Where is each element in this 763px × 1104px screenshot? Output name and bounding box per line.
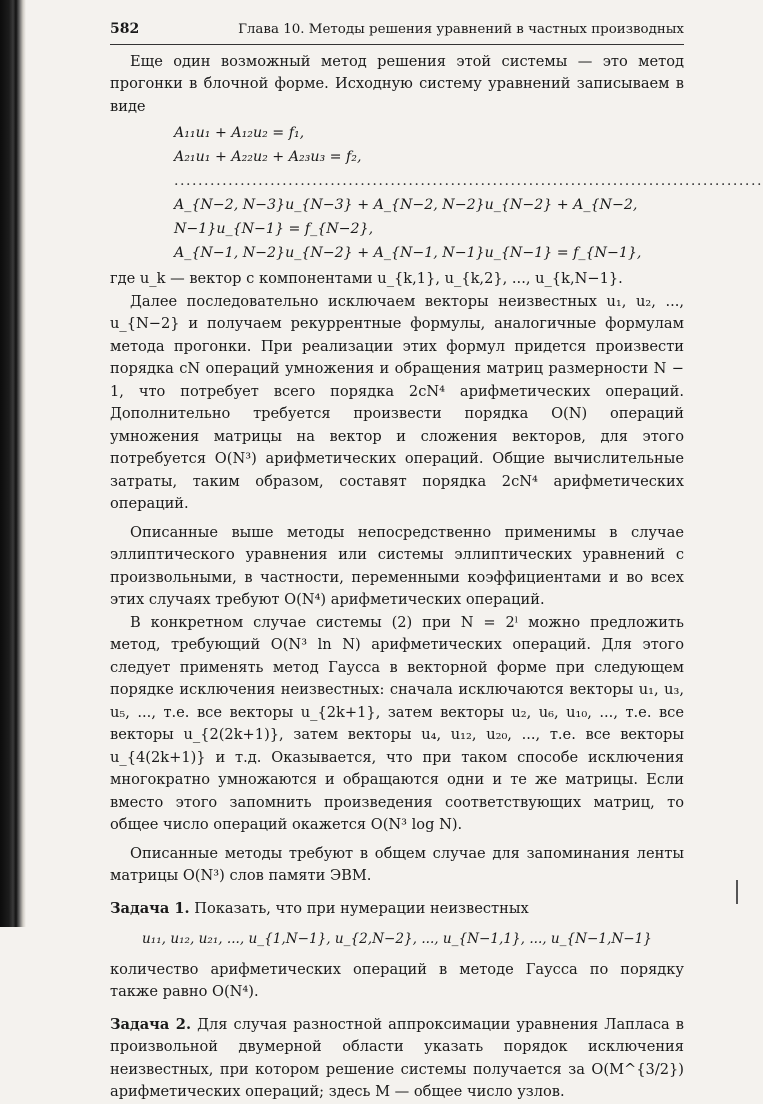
- book-page: [110, 18, 763, 1104]
- task-1-text: Показать, что при нумерации неизвестных: [194, 899, 529, 917]
- task-1: [110, 898, 684, 921]
- where-line: где u_k — вектор с компонентами u_{k,1}, u_{k,2}, ..., u_{k,N−1}.: [110, 270, 623, 287]
- task-1-sequence: u₁₁, u₁₂, u₂₁, ..., u_{1,N−1}, u_{2,N−2}, ..., u_{N−1,1}, ..., u_{N−1,N−1}: [142, 931, 652, 947]
- task-1-label: Задача 1.: [110, 899, 190, 917]
- equation-3: A_{N−2, N−3}u_{N−3} + A_{N−2, N−2}u_{N−2} + A_{N−2, N−1}u_{N−1} = f_{N−2},: [174, 197, 638, 237]
- paragraph-4: Описанные методы требуют в общем случае для запоминания ленты матрицы O(N³) слов памяти ЭВМ.: [110, 844, 684, 884]
- equation-ellipsis-row: ..................................................................................................: [174, 173, 763, 189]
- intro-paragraph: Еще один возможный метод решения этой системы — это метод прогонки в блочной форме. Исходную систему уравнений записываем в виде: [110, 52, 684, 115]
- book-binding-shadow: [0, 0, 26, 927]
- task-2-text: Для случая разностной аппроксимации уравнения Лапласа в произвольной двумерной области указать порядок исключения неизвестных, при котором решение системы получается за O(M^{3/2}) арифметических операций; здесь M — общее число узлов.: [110, 1015, 684, 1100]
- page-header: [110, 18, 684, 45]
- task-2: [110, 1014, 684, 1104]
- page-edge-mark: [736, 880, 738, 904]
- task-1-after: количество арифметических операций в методе Гаусса по порядку также равно O(N⁴).: [110, 960, 684, 1000]
- paragraph-1: Далее последовательно исключаем векторы неизвестных u₁, u₂, ..., u_{N−2} и получаем рекуррентные формулы, аналогичные формулам метода прогонки. При реализации этих формул придется произвести порядка cN операций умножения и обращения матриц размерности N − 1, что потребует всего порядка 2cN⁴ арифметических операций. Дополнительно требуется произвести порядка O(N) операций умножения матрицы на вектор и сложения векторов, для этого потребуется O(N³) арифметических операций. Общие вычислительные затраты, таким образом, составят порядка 2cN⁴ арифметических операций.: [110, 292, 684, 512]
- equation-1: A₁₁u₁ + A₁₂u₂ = f₁,: [174, 125, 305, 141]
- equation-2: A₂₁u₁ + A₂₂u₂ + A₂₃u₃ = f₂,: [174, 149, 362, 165]
- paragraph-3: В конкретном случае системы (2) при N = 2ˡ можно предложить метод, требующий O(N³ ln N) арифметических операций. Для этого следует применять метод Гаусса в векторной форме при следующем порядке исключения неизвестных: сначала исключаются векторы u₁, u₃, u₅, ..., т.е. все векторы u_{2k+1}, затем векторы u₂, u₆, u₁₀, ..., т.е. все векторы u_{2(2k+1)}, затем векторы u₄, u₁₂, u₂₀, ..., т.е. все векторы u_{4(2k+1)} и т.д. Оказывается, что при таком способе исключения многократно умножаются и обращаются одни и те же матрицы. Если вместо этого запомнить произведения соответствующих матриц, то общее число операций окажется O(N³ log N).: [110, 613, 684, 833]
- page-number: 582: [110, 21, 140, 37]
- running-title: Глава 10. Методы решения уравнений в частных производных: [238, 22, 684, 37]
- equation-system: [174, 121, 763, 265]
- task-2-label: Задача 2.: [110, 1015, 192, 1033]
- paragraph-2: Описанные выше методы непосредственно применимы в случае эллиптического уравнения или системы эллиптических уравнений с произвольными, в частности, переменными коэффициентами и во всех этих случаях требуют O(N⁴) арифметических операций.: [110, 523, 684, 608]
- equation-4: A_{N−1, N−2}u_{N−2} + A_{N−1, N−1}u_{N−1} = f_{N−1},: [174, 245, 642, 261]
